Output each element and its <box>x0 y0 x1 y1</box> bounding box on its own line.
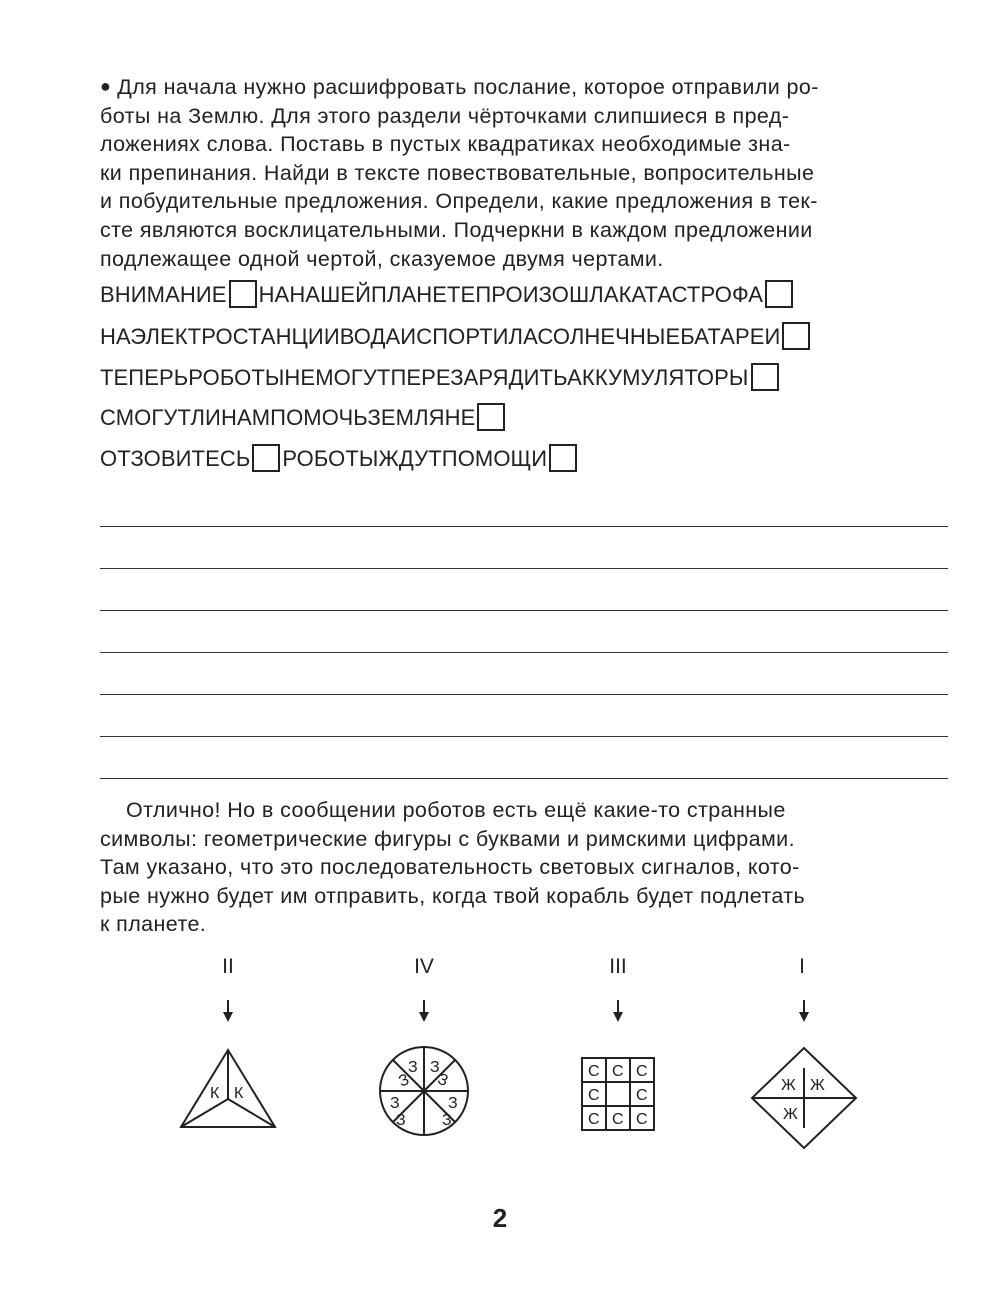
story-line: рые нужно будет им отправить, когда твой корабль будет подлетать <box>100 883 806 908</box>
task-line: ложениях слова. Поставь в пустых квадратиках необходимые зна- <box>100 132 791 157</box>
circle-figure <box>380 1047 468 1135</box>
task-line: боты на Землю. Для этого раздели чёрточками слипшиеся в пред- <box>100 103 790 128</box>
diamond-letter: Ж <box>810 1077 825 1094</box>
grid-letter: С <box>636 1087 648 1104</box>
circle-letter: З <box>396 1071 412 1091</box>
triangle-figure <box>181 1050 275 1127</box>
message-line-5: ОТЗОВИТЕСЬ РОБОТЫЖДУТПОМОЩИ <box>100 444 579 474</box>
diamond-letter: Ж <box>783 1106 798 1123</box>
message-line-2: НАЭЛЕКТРОСТАНЦИИВОДАИСПОРТИЛАСОЛНЕЧНЫЕБАТАРЕИ <box>100 322 812 352</box>
diamond-figure <box>752 1048 856 1148</box>
circle-letter: З <box>396 1112 406 1129</box>
diamond-letter: Ж <box>781 1077 796 1094</box>
grid-letter: С <box>636 1063 648 1080</box>
numeral-triangle: II <box>222 955 234 978</box>
numeral-diamond: I <box>799 955 805 978</box>
grid-letter: С <box>588 1087 600 1104</box>
task-line: ● Для начала нужно расшифровать послание, которое отправили ро- <box>100 75 819 99</box>
task-line: ки препинания. Найди в тексте повествовательные, вопросительные <box>100 160 815 185</box>
grid-letter: С <box>612 1111 624 1128</box>
story-line: Там указано, что это последовательность световых сигналов, кото- <box>100 855 800 880</box>
circle-letter: З <box>448 1095 458 1112</box>
task-line: сте являются восклицательными. Подчеркни в каждом предложении <box>100 217 813 242</box>
message-line-1: ВНИМАНИЕ НАНАШЕЙПЛАНЕТЕПРОИЗОШЛАКАТАСТРОФА <box>100 280 795 310</box>
triangle-letter: К <box>234 1085 244 1102</box>
task-line: подлежащее одной чертой, сказуемое двумя чертами. <box>100 246 664 271</box>
story-line: Отлично! Но в сообщении роботов есть ещё какие-то странные <box>126 798 786 822</box>
circle-letter: З <box>408 1059 418 1076</box>
bullet-icon: ● <box>100 76 112 96</box>
message-line-4: СМОГУТЛИНАМПОМОЧЬЗЕМЛЯНЕ <box>100 403 507 433</box>
story-line: к планете. <box>100 912 207 937</box>
grid-letter: С <box>636 1111 648 1128</box>
task-line: и побудительные предложения. Определи, какие предложения в тек- <box>100 189 818 214</box>
page-number: 2 <box>492 1203 508 1233</box>
story-line: символы: геометрические фигуры с буквами и римскими цифрами. <box>100 826 795 851</box>
numeral-circle: IV <box>414 955 434 978</box>
triangle-letter: К <box>210 1085 220 1102</box>
circle-letter: З <box>430 1059 440 1076</box>
circle-letter: З <box>434 1070 451 1091</box>
circle-letter: З <box>390 1095 400 1112</box>
grid-letter: С <box>612 1063 624 1080</box>
message-line-3: ТЕПЕРЬРОБОТЫНЕМОГУТПЕРЕЗАРЯДИТЬАККУМУЛЯТОРЫ <box>100 363 781 393</box>
numeral-grid: III <box>609 955 627 978</box>
grid-letter: С <box>588 1063 600 1080</box>
grid-letter: С <box>588 1111 600 1128</box>
circle-letter: З <box>442 1112 452 1129</box>
